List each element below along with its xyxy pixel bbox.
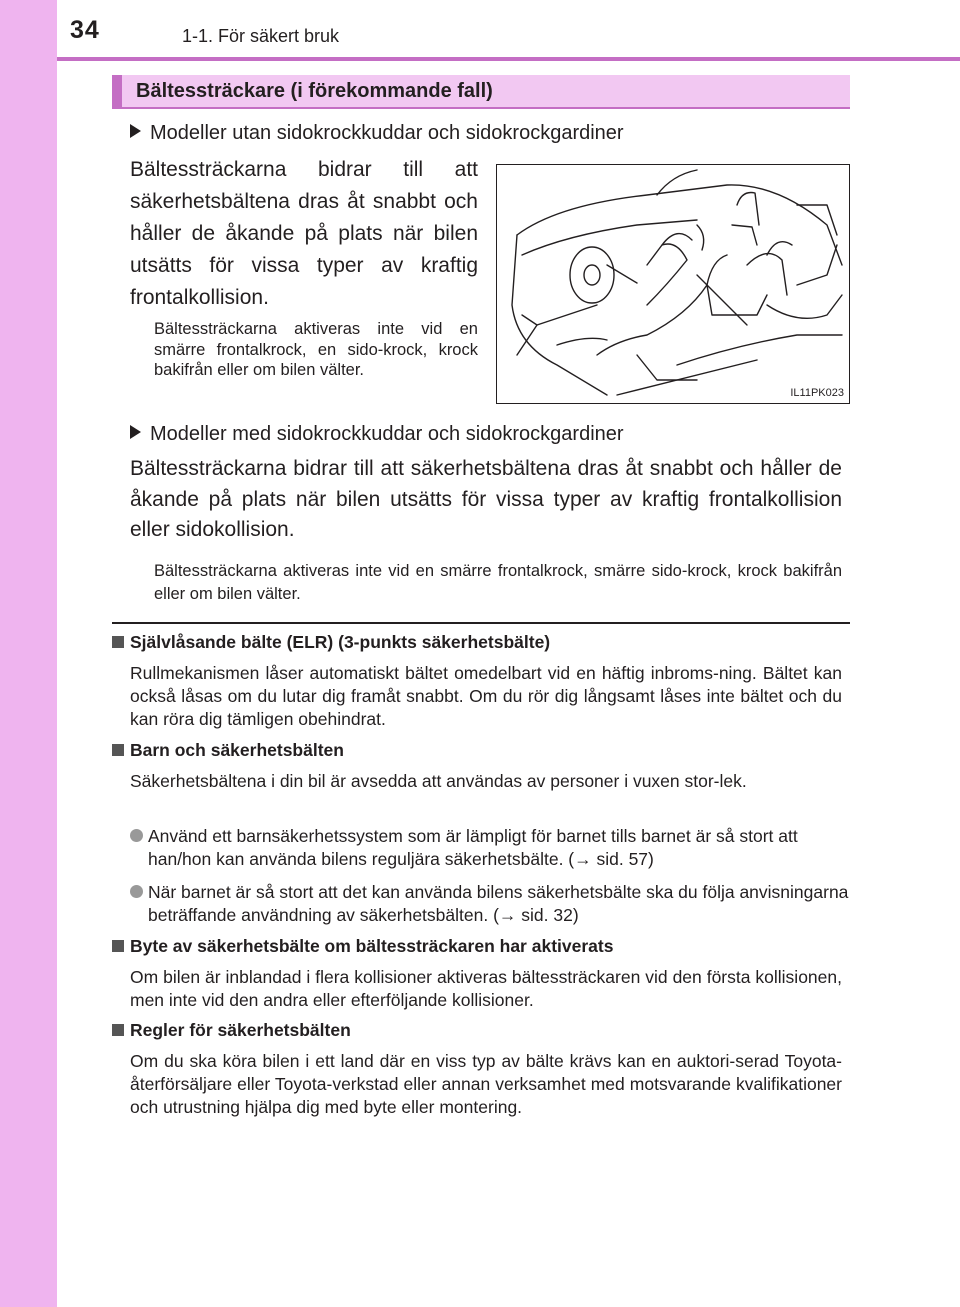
square-bullet-icon bbox=[112, 1024, 124, 1036]
chapter-side-band bbox=[0, 0, 57, 1307]
item-heading-rules: Regler för säkerhetsbälten bbox=[112, 1020, 351, 1041]
square-bullet-icon bbox=[112, 744, 124, 756]
section-divider bbox=[112, 622, 850, 624]
triangle-bullet-icon bbox=[130, 425, 141, 439]
seatbelt-pretensioner-illustration bbox=[496, 164, 850, 404]
item-body-children: Säkerhetsbältena i din bil är avsedda att användas av personer i vuxen stor-lek. bbox=[130, 771, 747, 791]
section-title-bar bbox=[112, 75, 850, 109]
square-bullet-icon bbox=[112, 940, 124, 952]
item-body-elr: Rullmekanismen låser automatiskt bältet omedelbart vid en häftig inbroms-ning. Bältet kan också låsas om du lutar dig framåt snabbt. Om du rör dig långsamt låses inte bältet och du kan röra dig tämligen obehindrat. bbox=[130, 663, 842, 729]
item-heading-children: Barn och säkerhetsbälten bbox=[112, 740, 344, 761]
models-with-note: Bältessträckarna aktiveras inte vid en smärre frontalkrock, smärre sido-krock, krock bakifrån eller om bilen välter. bbox=[154, 562, 842, 603]
item-heading-elr: Självlåsande bälte (ELR) (3-punkts säkerhetsbälte) bbox=[112, 632, 550, 653]
item-body-rules: Om du ska köra bilen i ett land där en viss typ av bälte krävs kan en auktori-serad Toyota-återförsäljare eller Toyota-verkstad eller annan verksamhet med motsvarande kvalifikationer och utrustning hjälpa dig med byte eller montering. bbox=[130, 1051, 842, 1117]
models-with-body: Bältessträckarna bidrar till att säkerhetsbältena dras åt snabbt och håller de åkande på plats när bilen utsätts för vissa typer av kraftig frontalkollision eller sidokollision. bbox=[130, 457, 842, 541]
item-body-replacement: Om bilen är inblandad i flera kollisioner aktiveras bältessträckaren vid den första kollisionen, men inte vid den andra eller efterföljande kollisioner. bbox=[130, 967, 842, 1010]
models-without-note: Bältessträckarna aktiveras inte vid en smärre frontalkrock, en sido-krock, krock bakifrån eller om bilen välter. bbox=[154, 320, 478, 379]
models-with-heading: Modeller med sidokrockkuddar och sidokrockgardiner bbox=[130, 423, 624, 446]
section-title: Bältessträckare (i förekommande fall) bbox=[136, 80, 493, 102]
figure-code: IL11PK023 bbox=[790, 387, 844, 399]
header-rule bbox=[57, 57, 960, 61]
list-item: När barnet är så stort att det kan använda bilens säkerhetsbälte ska du följa anvisningarna beträffande användning av säkerhetsbälten. (→ sid. 32) bbox=[130, 881, 854, 927]
circle-bullet-icon bbox=[130, 885, 143, 898]
page-number: 34 bbox=[70, 16, 100, 44]
car-interior-illustration-icon bbox=[497, 165, 850, 404]
breadcrumb: 1-1. För säkert bruk bbox=[182, 26, 340, 46]
list-item: Använd ett barnsäkerhetssystem som är lämpligt för barnet tills barnet är så stort att han/hon kan använda bilens reguljära säkerhetsbälte. (→ sid. 57) bbox=[130, 825, 854, 871]
models-without-body: Bältessträckarna bidrar till att säkerhetsbältena dras åt snabbt och håller de åkande på plats när bilen utsätts för vissa typer av kraftig frontalkollision. bbox=[130, 158, 478, 309]
models-without-heading: Modeller utan sidokrockkuddar och sidokrockgardiner bbox=[130, 122, 624, 145]
triangle-bullet-icon bbox=[130, 124, 141, 138]
item-heading-replacement: Byte av säkerhetsbälte om bältessträckaren har aktiverats bbox=[112, 936, 613, 957]
circle-bullet-icon bbox=[130, 829, 143, 842]
square-bullet-icon bbox=[112, 636, 124, 648]
